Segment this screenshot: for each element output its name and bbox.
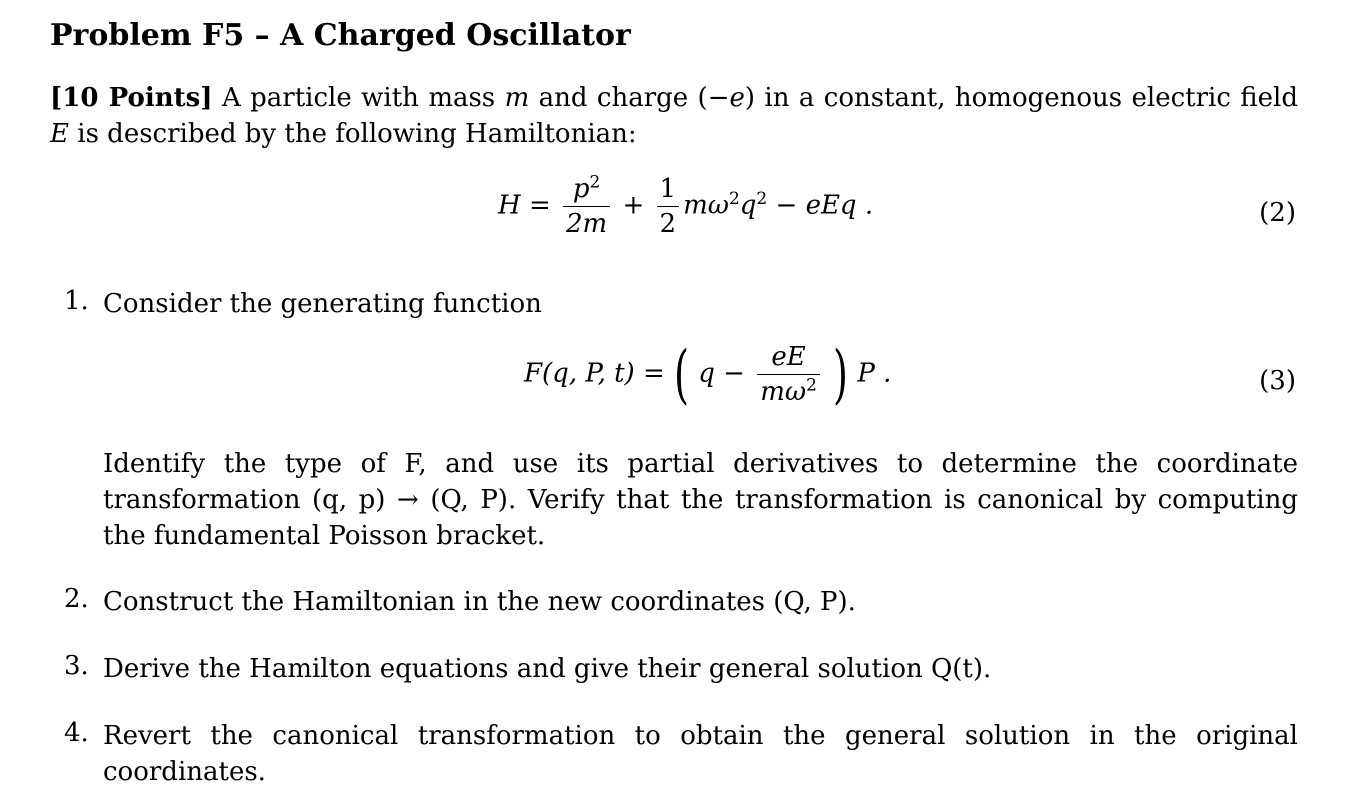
eq2-m-omega: mω	[683, 190, 729, 221]
item-1-text: Consider the generating function	[103, 289, 542, 319]
eq2-tail: − eEq .	[767, 190, 874, 221]
equation-3-number: (3)	[1259, 366, 1296, 396]
item-1-number: 1.	[64, 286, 89, 316]
problem-title: Problem F5 – A Charged Oscillator	[50, 18, 631, 53]
eq2-plus: +	[622, 190, 645, 221]
eq3-frac	[757, 342, 820, 407]
item-2-text: Construct the Hamiltonian in the new coordinates (Q, P).	[103, 587, 856, 617]
problem-intro	[50, 80, 1298, 152]
eq2-frac1-num: p	[572, 174, 590, 204]
item-1-followup: Identify the type of F, and use its partial derivatives to determine the coordinate transformation (q, p) → (Q, P). Verify that the transformation is canonical by computing the fundamental Poisson bracket.	[103, 449, 1298, 551]
eq2-omega-sup: 2	[728, 188, 740, 209]
eq3-q-minus: q −	[698, 358, 745, 389]
eq3-right-paren: )	[833, 337, 849, 412]
eq2-q-sup: 2	[756, 188, 768, 209]
eq2-frac1-num-sup: 2	[589, 172, 601, 193]
equation-3	[524, 337, 892, 412]
item-4-text: Revert the canonical transformation to obtain the general solution in the original coordinates.	[103, 721, 1298, 787]
eq3-lhs: F(q, P, t) =	[524, 358, 665, 389]
eq2-frac-half	[657, 174, 680, 239]
equation-2	[498, 174, 873, 239]
var-e: e	[729, 83, 745, 113]
eq2-frac2-num: 1	[657, 174, 680, 207]
eq2-q: q	[739, 190, 757, 221]
intro-text-b: and charge (−	[529, 83, 730, 113]
var-m: m	[504, 83, 530, 113]
var-E: E	[50, 119, 69, 149]
intro-text-d: is described by the following Hamiltonian:	[68, 119, 637, 149]
eq3-frac-num: eE	[771, 342, 806, 372]
item-3-text: Derive the Hamilton equations and give their general solution Q(t).	[103, 654, 992, 684]
intro-text-a: A particle with mass	[212, 83, 505, 113]
intro-text-c: ) in a constant, homogenous electric field	[744, 83, 1298, 113]
eq2-lhs: H =	[498, 190, 551, 221]
eq2-frac-p2-2m	[563, 174, 610, 239]
item-2-number: 2.	[64, 584, 89, 614]
item-3-number: 3.	[64, 651, 89, 681]
eq2-frac2-den: 2	[659, 209, 677, 239]
item-4-number: 4.	[64, 718, 89, 748]
eq3-left-paren: (	[674, 337, 690, 412]
eq2-frac1-den: 2m	[566, 209, 608, 239]
equation-2-number: (2)	[1259, 198, 1296, 228]
eq3-tail: P .	[857, 358, 892, 389]
points-label: [10 Points]	[50, 83, 213, 113]
eq3-frac-den: mω	[760, 377, 807, 407]
eq3-frac-den-sup: 2	[806, 375, 817, 396]
